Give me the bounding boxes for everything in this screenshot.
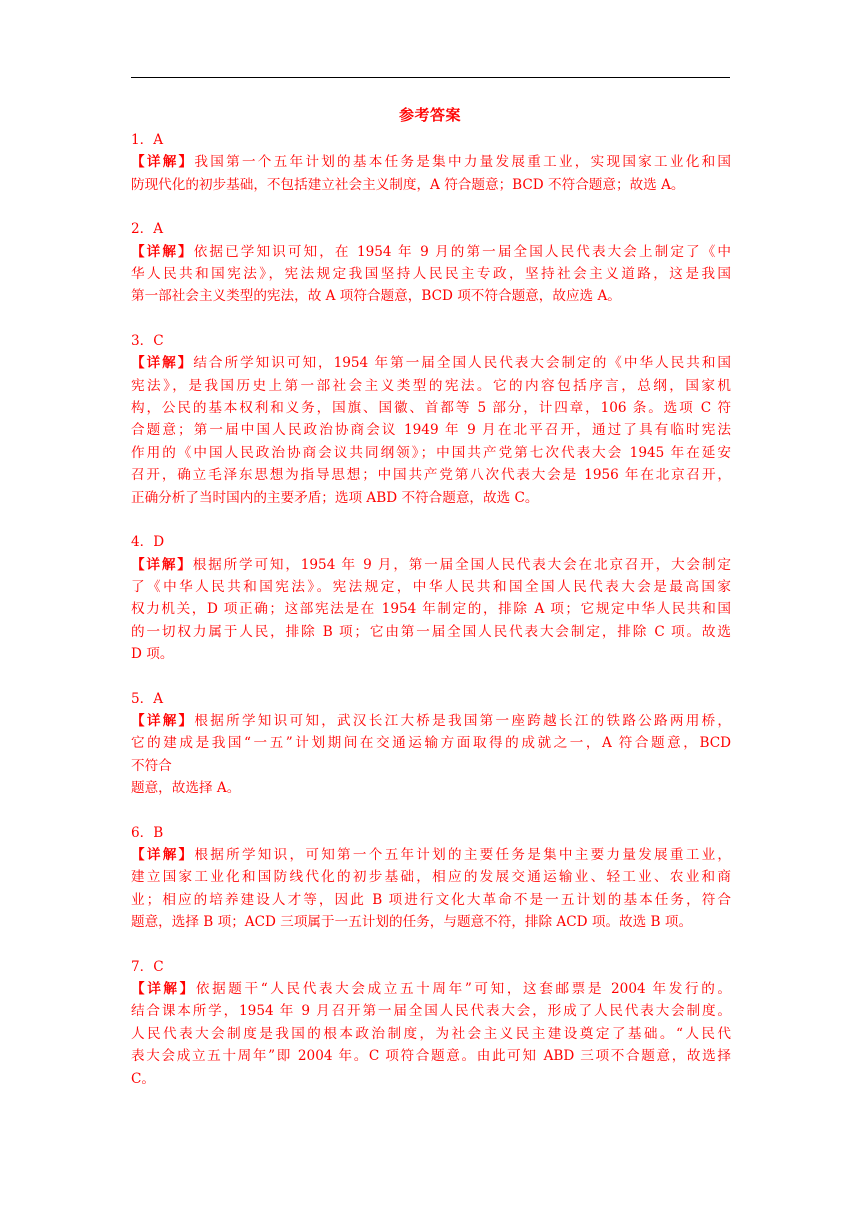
header-rule [131,77,730,78]
explanation-text: 召开，确立毛泽东思想为指导思想；中国共产党第八次代表大会是 1956 年在北京召开， [131,467,731,484]
explanation-text: 根据所学可知，1954 年 9 月，第一届全国人民代表大会在北京召开，大会制定 [192,556,731,573]
detail-tag: 【详解】 [131,355,194,372]
answer-item [131,330,731,509]
explanation-line [131,1045,731,1067]
explanation-line [131,576,731,598]
explanation-line [131,1068,731,1090]
explanation-line [131,397,731,419]
detail-tag: 【详解】 [131,556,193,573]
explanation-line [131,352,731,374]
explanation-text: 第一部社会主义类型的宪法，故 A 项符合题意，BCD 项不符合题意，故应选 A。 [131,288,621,305]
explanation-text: 根据所学知识可知，武汉长江大桥是我国第一座跨越长江的铁路公路两用桥， [194,712,731,729]
explanation-text: 我国第一个五年计划的基本任务是集中力量发展重工业，实现国家工业化和国 [194,154,731,171]
explanation-text: 的一切权力属于人民，排除 B 项；它由第一届全国人民代表大会制定，排除 C 项。故选 [131,623,731,640]
explanation-text: 权力机关，D 项正确；这部宪法是在 1954 年制定的，排除 A 项；它规定中华人民共和国 [131,601,731,618]
explanation-text: 防现代化的初步基础，不包括建立社会主义制度，A 符合题意；BCD 不符合题意；故选 A。 [131,176,685,193]
detail-tag: 【详解】 [131,846,195,863]
explanation-text: 构，公民的基本权利和义务，国旗、国徽、首都等 5 部分，计四章，106 条。选项 C 符 [131,400,731,417]
explanation-text: C。 [131,1070,155,1087]
explanation-text: 人民代表大会制度是我国的根本政治制度，为社会主义民主建设奠定了基础。“人民代 [131,1025,731,1042]
explanation-line [131,375,731,397]
answer-number: 4．D [131,534,165,551]
explanation-text: 结合课本所学，1954 年 9 月召开第一届全国人民代表大会，形成了人民代表大会制度。 [131,1003,731,1020]
answer-list [131,129,731,1112]
explanation-line [131,419,731,441]
answer-number: 1．A [131,132,164,148]
explanation-text: 题意，故选择 A。 [131,780,241,797]
explanation-line [131,978,731,1000]
explanation-line [131,263,731,285]
page-title: 参考答案 [398,106,461,124]
answer-item [131,956,731,1090]
explanation-text: 建立国家工业化和国防线代化的初步基础，相应的发展交通运输业、轻工业、农业和商 [131,869,731,886]
explanation-line [131,285,731,307]
explanation-text: 它的建成是我国“一五”计划期间在交通运输方面取得的成就之一，A 符合题意，BCD [131,735,731,752]
explanation-text: 依据题干“人民代表大会成立五十周年”可知，这套邮票是 2004 年发行的。 [195,981,731,997]
answer-item [131,531,731,665]
explanation-text: D 项。 [131,646,174,663]
detail-tag: 【详解】 [131,712,195,729]
detail-tag: 【详解】 [131,981,196,997]
explanation-line [131,554,731,576]
answer-number: 3．C [131,332,164,349]
answer-item [131,822,731,934]
explanation-line [131,911,731,933]
explanation-text: 不符合 [131,757,172,774]
explanation-line [131,710,731,732]
explanation-text: 题意，选择 B 项；ACD 三项属于一五计划的任务，与题意不符，排除 ACD 项。故选 B 项。 [131,914,693,931]
explanation-line [131,598,731,620]
explanation-text: 华人民共和国宪法》，宪法规定我国坚持人民民主专政，坚持社会主义道路，这是我国 [131,266,731,283]
answer-number: 5．A [131,690,164,707]
answer-number: 7．C [131,958,164,975]
explanation-line [131,174,731,196]
explanation-text: 宪法》，是我国历史上第一部社会主义类型的宪法。它的内容包括序言，总纲，国家机 [131,377,731,394]
explanation-text: 业；相应的培养建设人才等，因此 B 项进行文化大革命不是一五计划的基本任务，符合 [131,891,731,908]
explanation-text: 表大会成立五十周年”即 2004 年。C 项符合题意。由此可知 ABD 三项不合题意，故选择 [131,1048,731,1065]
answer-item [131,218,731,308]
answer-number: 6．B [131,824,164,841]
explanation-line [131,487,731,509]
answer-item [131,688,731,800]
explanation-line [131,464,731,486]
explanation-line [131,1000,731,1022]
explanation-text: 依据已学知识可知，在 1954 年 9 月的第一届全国人民代表大会上制定了《中 [193,243,731,260]
explanation-text: 正确分析了当时国内的主要矛盾；选项 ABD 不符合题意，故选 C。 [131,489,539,506]
explanation-line [131,643,731,665]
explanation-text: 了《中华人民共和国宪法》。宪法规定，中华人民共和国全国人民代表大会是最高国家 [131,578,731,595]
explanation-text: 结合所学知识可知，1954 年第一届全国人民代表大会制定的《中华人民共和国 [193,355,731,372]
explanation-line [131,844,731,866]
explanation-text: 合题意；第一届中国人民政治协商会议 1949 年 9 月在北平召开，通过了具有临时宪法 [131,422,731,439]
explanation-line [131,1023,731,1045]
detail-tag: 【详解】 [131,154,195,171]
explanation-text: 根据所学知识，可知第一个五年计划的主要任务是集中主要力量发展重工业， [194,846,731,863]
explanation-line [131,442,731,464]
answer-item [131,129,731,196]
answer-number: 2．A [131,221,164,238]
explanation-line [131,889,731,911]
explanation-text: 作用的《中国人民政治协商会议共同纲领》；中国共产党第七次代表大会 1945 年在延安 [131,444,731,461]
detail-tag: 【详解】 [131,243,194,260]
explanation-line [131,151,731,173]
explanation-line [131,755,731,777]
explanation-line [131,241,731,263]
explanation-line [131,777,731,799]
explanation-line [131,732,731,754]
explanation-line [131,866,731,888]
explanation-line [131,621,731,643]
